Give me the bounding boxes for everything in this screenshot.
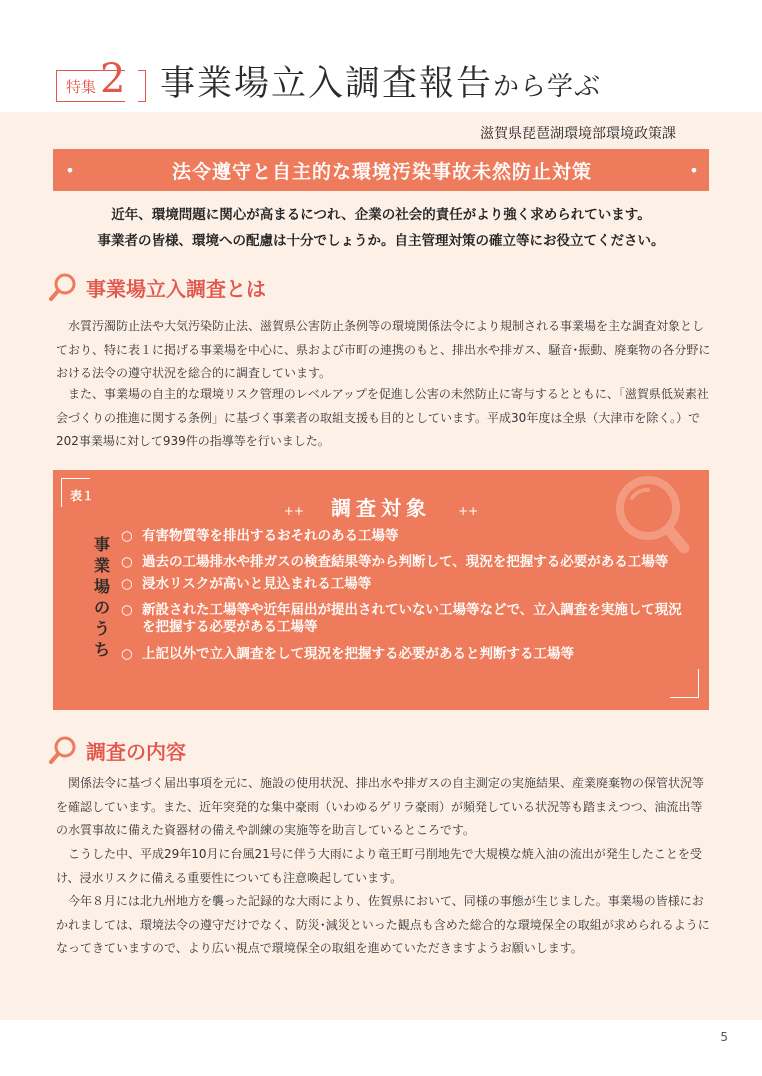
page-title-sub: から学ぶ [493,72,602,102]
side-label-char: 業 [93,556,110,575]
section-heading-inspection-text: 事業場立入調査とは [86,276,266,301]
inspection-paragraph-2: また、事業場の自主的な環境リスク管理のレベルアップを促進し公害の未然防止に寄与するとともに、「滋賀県低炭素社会づくりの推進に関する条例」に基づく事業者の取組支援も目的としています。平成30年度は全県（大津市を除く。）で202事業場に対して939件の指導等を行いました。 [56,387,709,448]
list-item-text: 有害物質等を排出するおそれのある工場等 [142,528,399,544]
side-label-char: う [93,619,110,638]
content-paragraph-3: 今年８月には北九州地方を襲った記録的な大雨により、佐賀県において、同様の事態が生じました。事業場の皆様におかれましては、環境法令の遵守だけでなく、防災･減災といった観点も含めた総合的な環境保全の取組が求められるようになってきていますので、より広い視点で環境保全の取組を進めていただきますようお願いします。 [56,894,710,955]
banner-bullet-right: • [689,160,699,180]
page-title-main: 事業場立入調査報告 [160,64,494,104]
intro-line-1: 近年、環境問題に関心が高まるにつれ、企業の社会的責任がより強く求められています。 [111,207,651,223]
banner-text: 法令遵守と自主的な環境汚染事故未然防止対策 [171,160,592,183]
list-item [121,602,691,636]
list-item-text: 新設された工場等や近年届出が提出されていない工場等などで、立入調査を実施して現況を把握する必要がある工場等 [142,602,682,635]
box-corner-bottom-right [670,669,699,698]
circle-bullet: ○ [121,602,133,618]
list-item [121,554,691,571]
side-label-char: の [93,598,110,617]
content-paragraph-2: こうした中、平成29年10月に台風21号に伴う大雨により竜王町弓削地先で大規模な焼入油の流出が発生したことを受け、浸水リスクに備える重要性についても注意喚起しています。 [56,847,702,885]
list-item-text: 浸水リスクが高いと見込まれる工場等 [142,576,372,592]
side-label-char: 場 [93,577,110,596]
table-title-deco-left: ++ [283,504,304,518]
feature-number: 2 [100,56,126,102]
intro-line-2: 事業者の皆様、環境への配慮は十分でしょうか。自主管理対策の確立等にお役立てください。 [97,233,665,249]
list-item [121,646,691,663]
page-title [160,56,601,106]
banner-bullet-left: • [65,160,75,180]
table-title [53,492,709,521]
section-heading-content-text: 調査の内容 [86,739,186,764]
feature-bracket [138,70,146,102]
table-side-label [91,534,113,660]
banner [53,149,709,191]
section-heading-inspection [48,272,266,302]
magnifier-icon [48,735,78,765]
target-list [121,528,691,663]
page-number: 5 [720,1030,728,1044]
side-label-char: 事 [93,535,110,554]
table-1-box [53,470,709,710]
list-item [121,528,691,545]
circle-bullet: ○ [121,646,133,662]
section-heading-content [48,735,186,765]
page-header [0,0,762,112]
list-item-text: 上記以外で立入調査をして現況を把握する必要があると判断する工場等 [142,646,574,662]
circle-bullet: ○ [121,576,133,592]
list-item-text: 過去の工場排水や排ガスの検査結果等から判断して、現況を把握する必要がある工場等 [142,554,669,570]
side-label-char: ち [93,640,110,659]
table-title-text: 調査対象 [331,496,431,520]
inspection-paragraph-1: 水質汚濁防止法や大気汚染防止法、滋賀県公害防止条例等の環境関係法令により規制される事業場を主な調査対象としており、特に表１に掲げる事業場を中心に、県および市町の連携のもと、排出水や排ガス、騒音･振動、廃棄物の各分野における法令の遵守状況を総合的に調査しています。 [56,319,711,380]
department-name: 滋賀県琵琶湖環境部環境政策課 [480,126,676,142]
magnifier-icon [48,272,78,302]
circle-bullet: ○ [121,528,133,544]
table-title-deco-right: ++ [458,504,479,518]
content-paragraph-1: 関係法令に基づく届出事項を元に、施設の使用状況、排出水や排ガスの自主測定の実施結果、産業廃棄物の保管状況等を確認しています。また、近年突発的な集中豪雨（いわゆるゲリラ豪雨）が頻発している状況等も踏まえつつ、油流出等の水質事故に備えた資器材の備えや訓練の実施等を助言しているところです。 [56,776,705,837]
list-item [121,576,691,593]
circle-bullet: ○ [121,554,133,570]
table-label: 表１ [70,489,95,503]
feature-label: 特集 [66,77,97,96]
feature-tag [56,56,126,102]
